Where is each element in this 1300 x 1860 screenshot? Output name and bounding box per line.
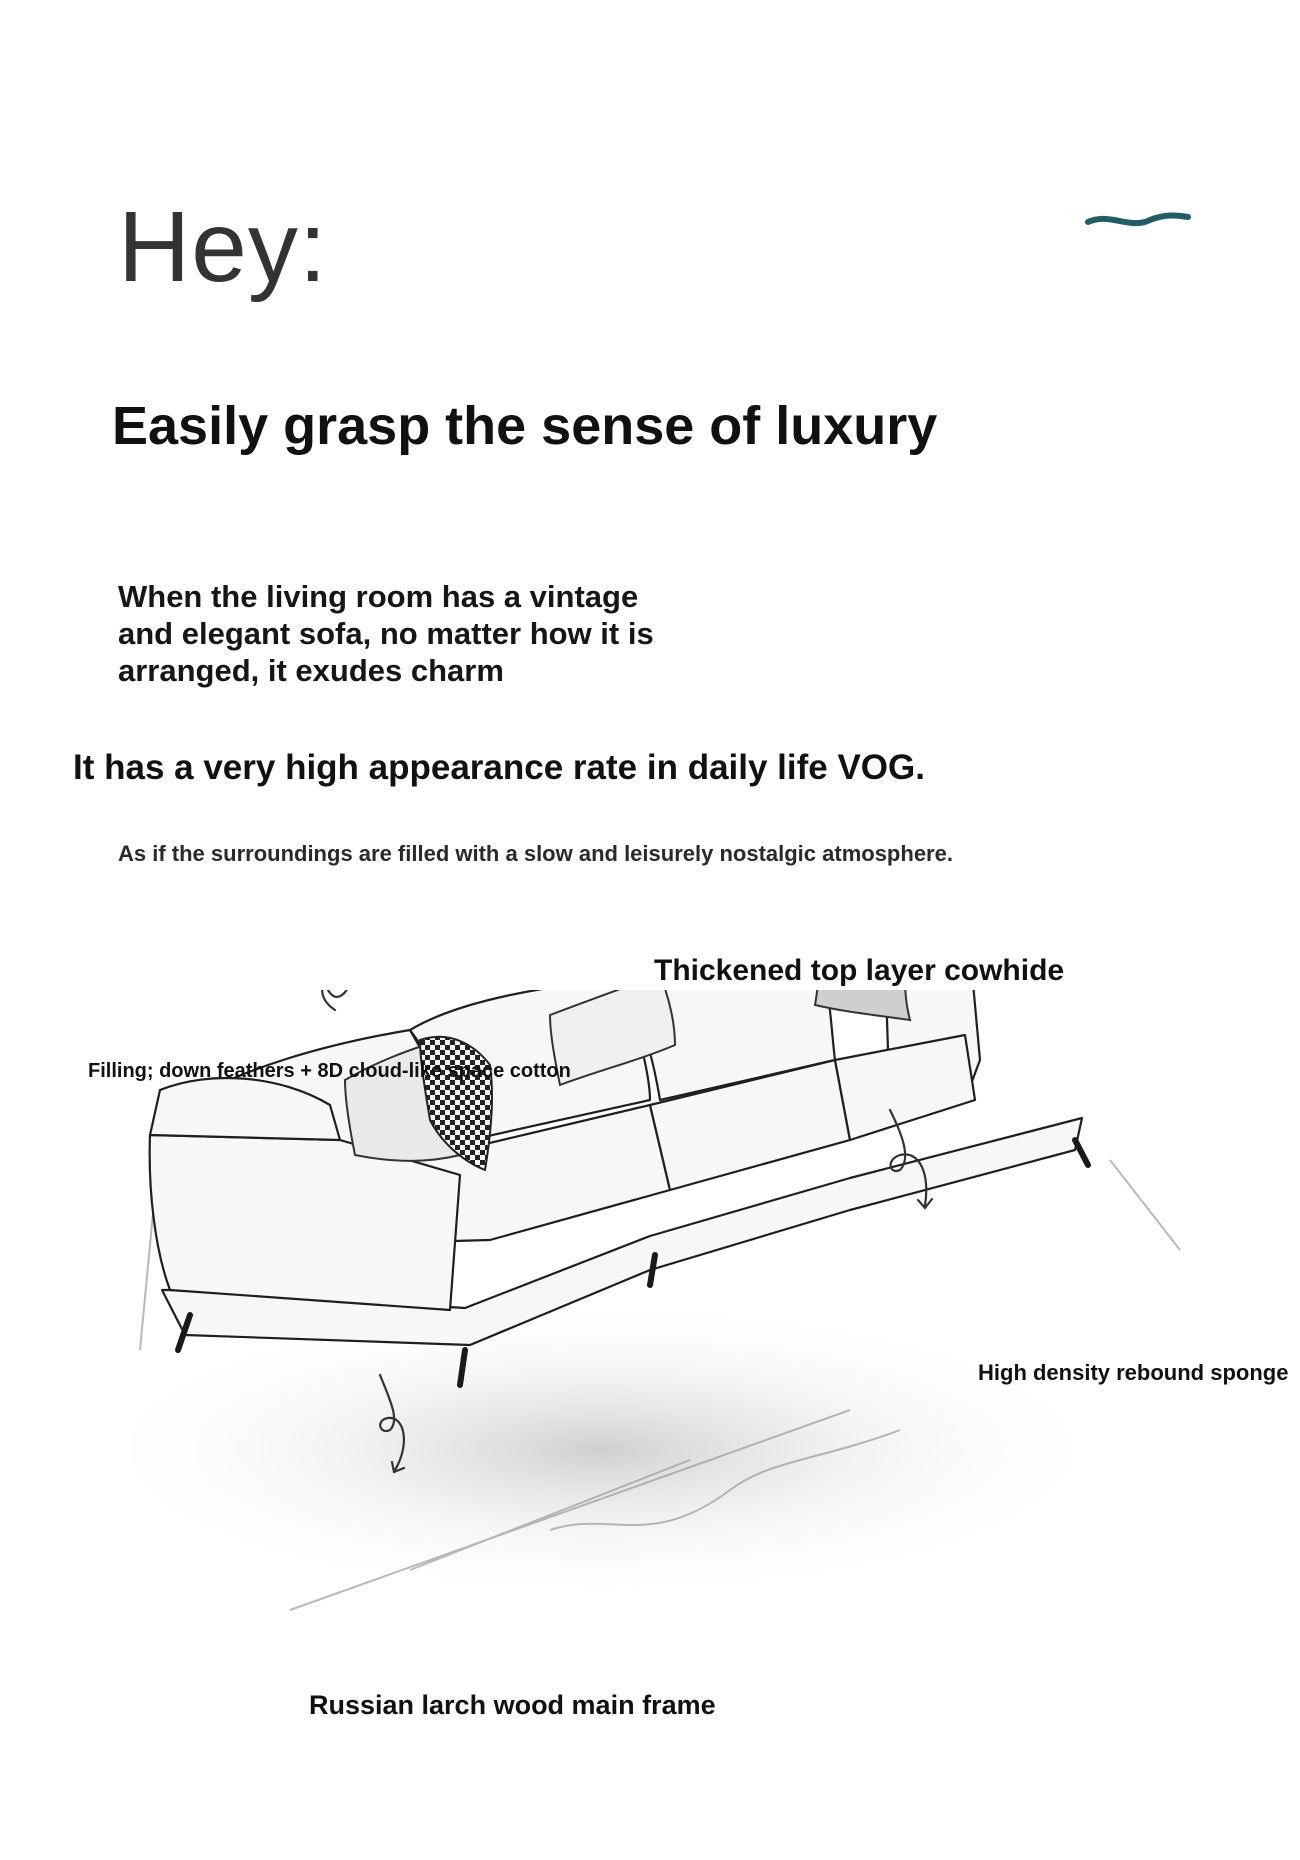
- feature-label-filling: Filling; down feathers + 8D cloud-like space cotton: [88, 1060, 571, 1082]
- intro-line: and elegant sofa, no matter how it is: [118, 616, 654, 651]
- atmosphere-caption: As if the surroundings are filled with a slow and leisurely nostalgic atmosphere.: [118, 841, 953, 866]
- feature-label-cowhide: Thickened top layer cowhide: [654, 954, 1065, 987]
- wave-accent-icon: [1085, 208, 1191, 232]
- greeting-title: Hey:: [118, 191, 328, 303]
- floor-shadow: [130, 1300, 1120, 1600]
- feature-label-frame: Russian larch wood main frame: [309, 1690, 716, 1720]
- sofa-illustration: [130, 990, 1280, 1690]
- seat-cushion: [835, 1035, 975, 1140]
- intro-line: When the living room has a vintage: [118, 579, 639, 614]
- intro-paragraph: [118, 578, 738, 689]
- sofa-leg: [1075, 1140, 1088, 1165]
- intro-line: arranged, it exudes charm: [118, 653, 504, 688]
- feature-label-sponge: High density rebound sponge: [978, 1360, 1289, 1385]
- arrow-filling-icon: [320, 990, 348, 1010]
- sub-headline: It has a very high appearance rate in daily life VOG.: [73, 748, 925, 787]
- page-headline: Easily grasp the sense of luxury: [112, 396, 938, 456]
